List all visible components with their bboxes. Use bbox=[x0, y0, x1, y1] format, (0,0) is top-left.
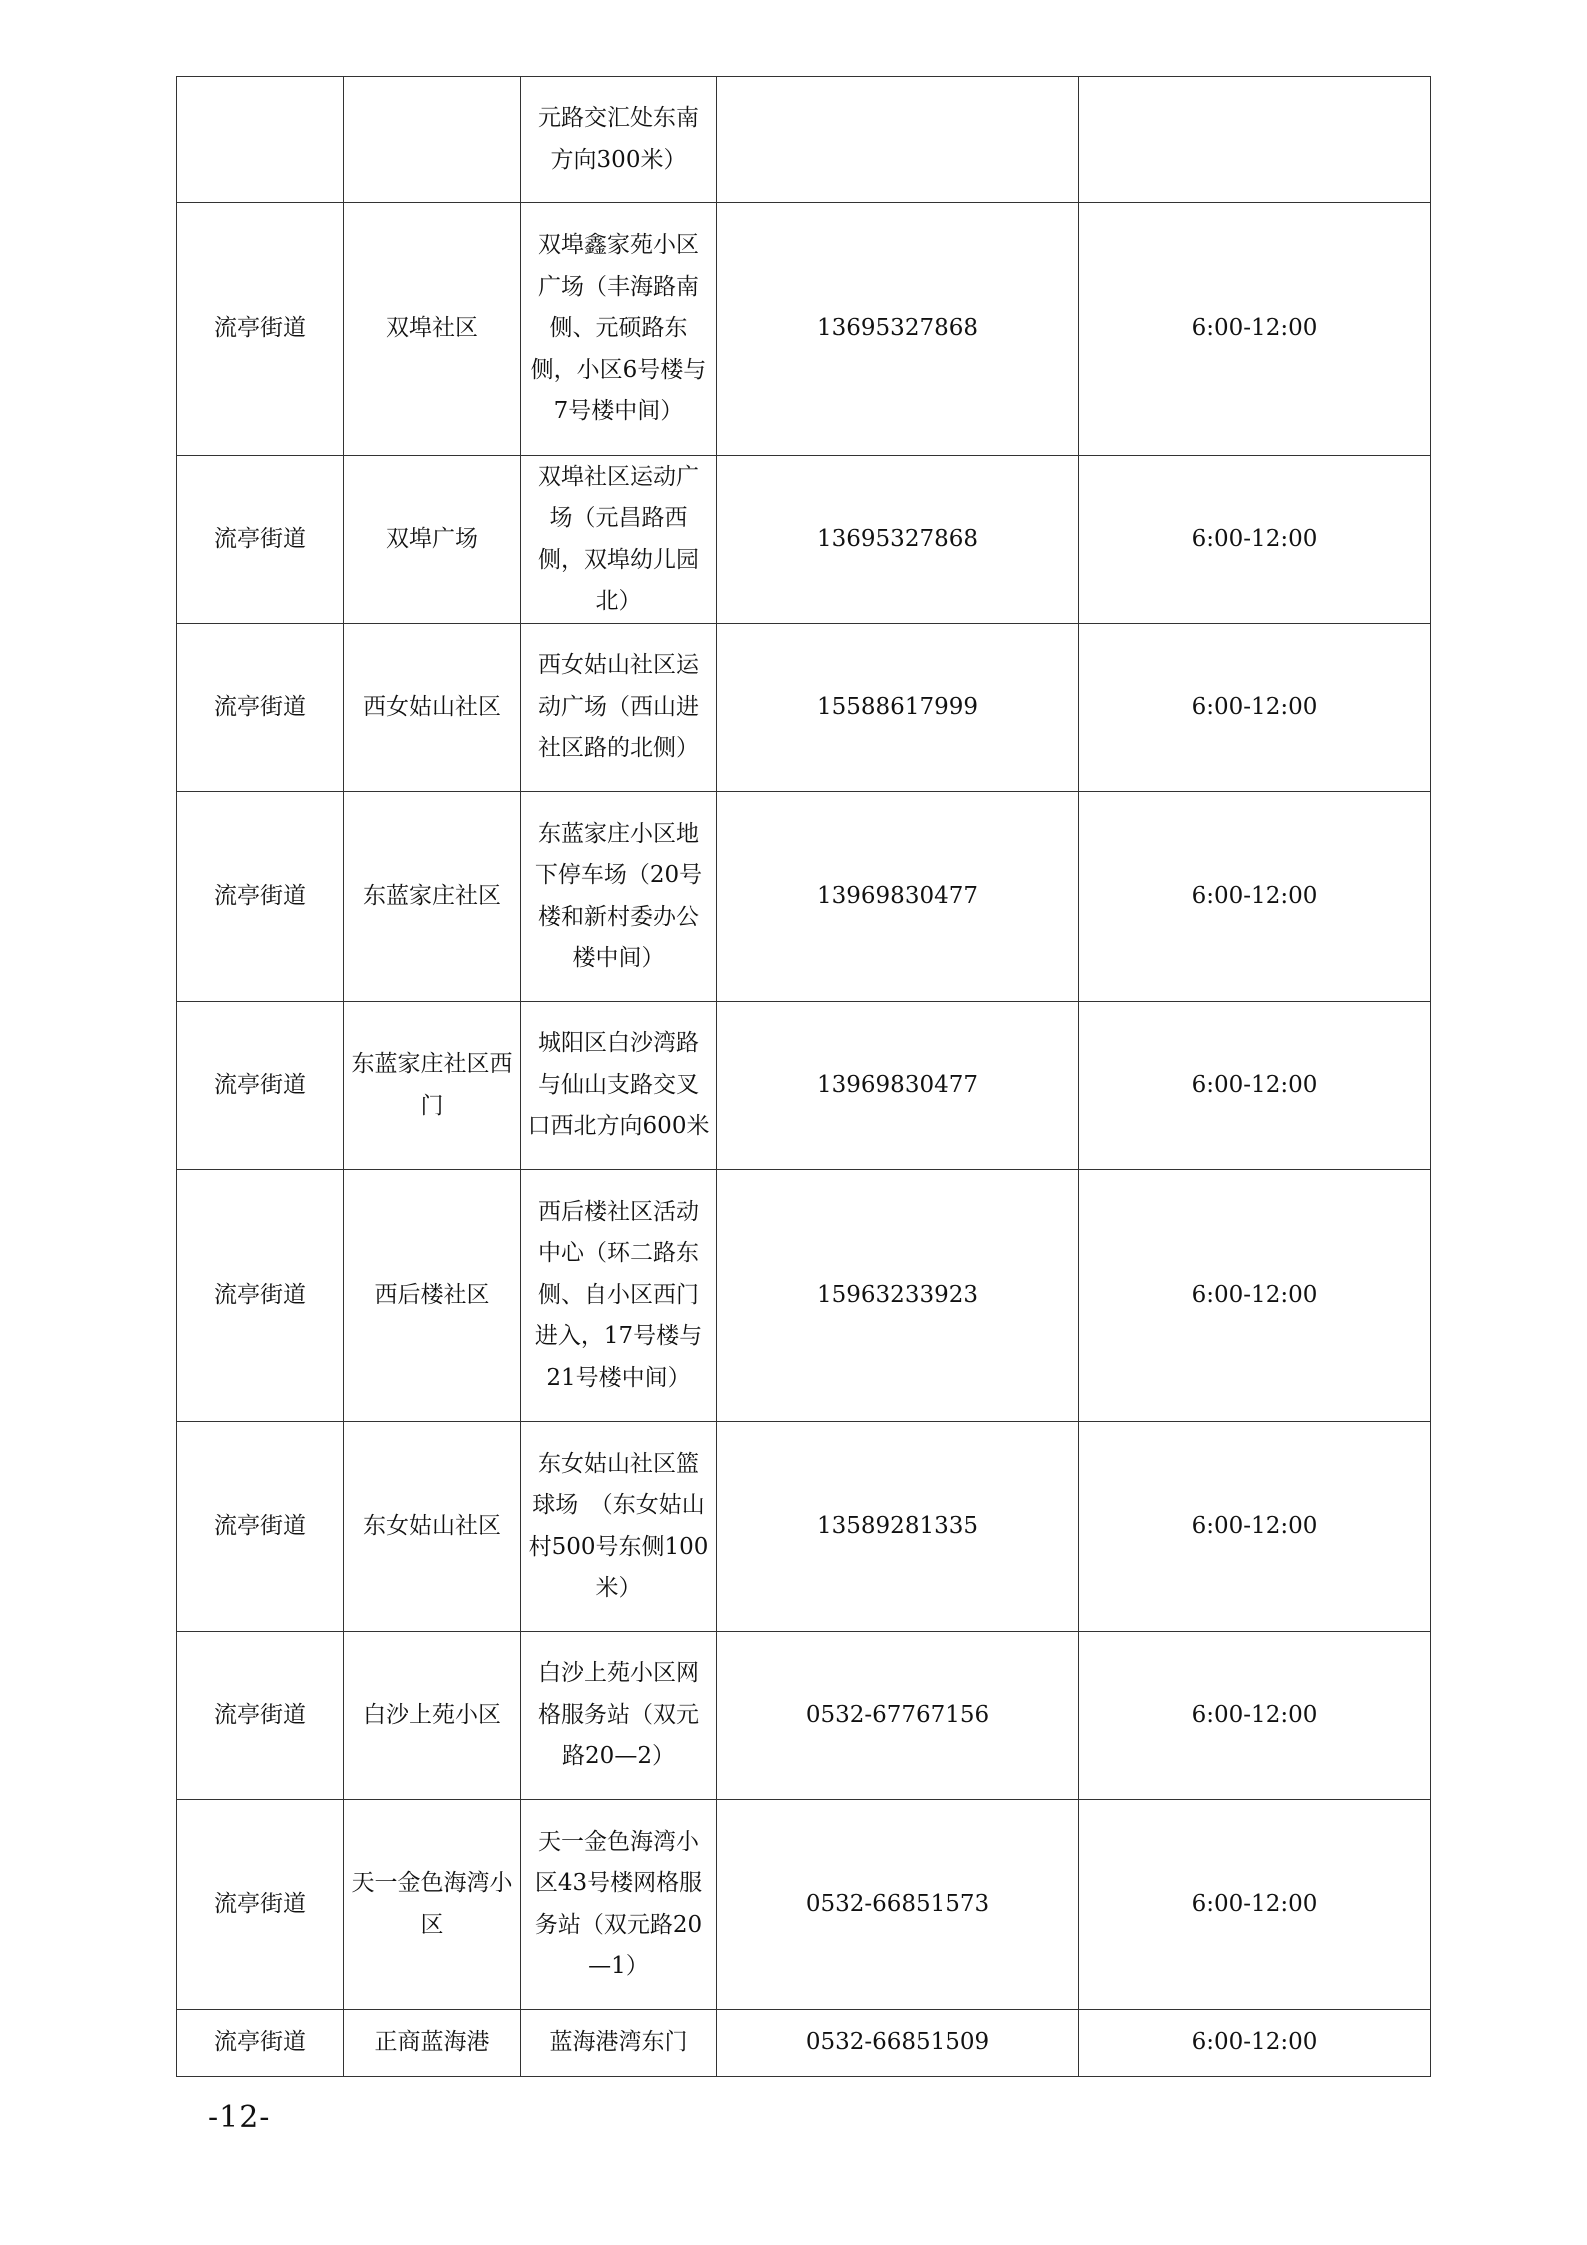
address-cell: 蓝海港湾东门 bbox=[521, 2010, 717, 2077]
site-cell: 东蓝家庄社区西门 bbox=[344, 1002, 521, 1170]
phone-cell: 0532-66851509 bbox=[717, 2010, 1079, 2077]
address-cell: 东女姑山社区篮球场 （东女姑山村500号东侧100米） bbox=[521, 1422, 717, 1632]
address-cell: 西后楼社区活动中心（环二路东侧、自小区西门进入，17号楼与21号楼中间） bbox=[521, 1170, 717, 1422]
table-row bbox=[177, 2010, 1431, 2077]
address-cell: 东蓝家庄小区地下停车场（20号楼和新村委办公楼中间） bbox=[521, 792, 717, 1002]
site-cell: 东蓝家庄社区 bbox=[344, 792, 521, 1002]
street-cell: 流亭街道 bbox=[177, 624, 344, 792]
street-cell: 流亭街道 bbox=[177, 1632, 344, 1800]
address-cell: 元路交汇处东南方向300米） bbox=[521, 77, 717, 203]
street-cell: 流亭街道 bbox=[177, 2010, 344, 2077]
street-cell: 流亭街道 bbox=[177, 456, 344, 624]
table-row bbox=[177, 1632, 1431, 1800]
site-cell bbox=[344, 77, 521, 203]
table-row bbox=[177, 1002, 1431, 1170]
table-row bbox=[177, 792, 1431, 1002]
site-cell: 双埠广场 bbox=[344, 456, 521, 624]
table-row bbox=[177, 624, 1431, 792]
street-cell: 流亭街道 bbox=[177, 203, 344, 456]
hours-cell: 6:00-12:00 bbox=[1079, 792, 1431, 1002]
phone-cell: 13695327868 bbox=[717, 203, 1079, 456]
table-row bbox=[177, 1800, 1431, 2010]
site-cell: 天一金色海湾小区 bbox=[344, 1800, 521, 2010]
table-row bbox=[177, 203, 1431, 456]
street-cell: 流亭街道 bbox=[177, 1170, 344, 1422]
table-body bbox=[177, 77, 1431, 2077]
hours-cell: 6:00-12:00 bbox=[1079, 456, 1431, 624]
hours-cell: 6:00-12:00 bbox=[1079, 2010, 1431, 2077]
site-cell: 东女姑山社区 bbox=[344, 1422, 521, 1632]
site-cell: 白沙上苑小区 bbox=[344, 1632, 521, 1800]
site-cell: 正商蓝海港 bbox=[344, 2010, 521, 2077]
hours-cell: 6:00-12:00 bbox=[1079, 1800, 1431, 2010]
hours-cell: 6:00-12:00 bbox=[1079, 624, 1431, 792]
phone-cell: 15963233923 bbox=[717, 1170, 1079, 1422]
table-row bbox=[177, 1170, 1431, 1422]
phone-cell: 13969830477 bbox=[717, 792, 1079, 1002]
address-cell: 双埠社区运动广场（元昌路西侧，双埠幼儿园北） bbox=[521, 456, 717, 624]
phone-cell: 0532-66851573 bbox=[717, 1800, 1079, 2010]
street-cell: 流亭街道 bbox=[177, 1800, 344, 2010]
table-row-continued bbox=[177, 77, 1431, 203]
site-cell: 双埠社区 bbox=[344, 203, 521, 456]
table-row bbox=[177, 1422, 1431, 1632]
site-cell: 西女姑山社区 bbox=[344, 624, 521, 792]
hours-cell: 6:00-12:00 bbox=[1079, 1422, 1431, 1632]
street-cell: 流亭街道 bbox=[177, 792, 344, 1002]
table-row bbox=[177, 456, 1431, 624]
phone-cell: 13589281335 bbox=[717, 1422, 1079, 1632]
phone-cell: 0532-67767156 bbox=[717, 1632, 1079, 1800]
hours-cell bbox=[1079, 77, 1431, 203]
address-cell: 白沙上苑小区网格服务站（双元路20—2） bbox=[521, 1632, 717, 1800]
hours-cell: 6:00-12:00 bbox=[1079, 1170, 1431, 1422]
hours-cell: 6:00-12:00 bbox=[1079, 1632, 1431, 1800]
table bbox=[176, 76, 1431, 2077]
street-cell: 流亭街道 bbox=[177, 1422, 344, 1632]
address-cell: 双埠鑫家苑小区广场（丰海路南侧、元硕路东侧，小区6号楼与7号楼中间） bbox=[521, 203, 717, 456]
hours-cell: 6:00-12:00 bbox=[1079, 203, 1431, 456]
phone-cell: 15588617999 bbox=[717, 624, 1079, 792]
phone-cell: 13969830477 bbox=[717, 1002, 1079, 1170]
address-cell: 天一金色海湾小区43号楼网格服务站（双元路20—1） bbox=[521, 1800, 717, 2010]
site-cell: 西后楼社区 bbox=[344, 1170, 521, 1422]
sampling-site-table bbox=[176, 76, 1430, 2077]
phone-cell: 13695327868 bbox=[717, 456, 1079, 624]
hours-cell: 6:00-12:00 bbox=[1079, 1002, 1431, 1170]
page-number: -12- bbox=[208, 2100, 271, 2135]
address-cell: 西女姑山社区运动广场（西山进社区路的北侧） bbox=[521, 624, 717, 792]
street-cell bbox=[177, 77, 344, 203]
phone-cell bbox=[717, 77, 1079, 203]
street-cell: 流亭街道 bbox=[177, 1002, 344, 1170]
address-cell: 城阳区白沙湾路与仙山支路交叉口西北方向600米 bbox=[521, 1002, 717, 1170]
